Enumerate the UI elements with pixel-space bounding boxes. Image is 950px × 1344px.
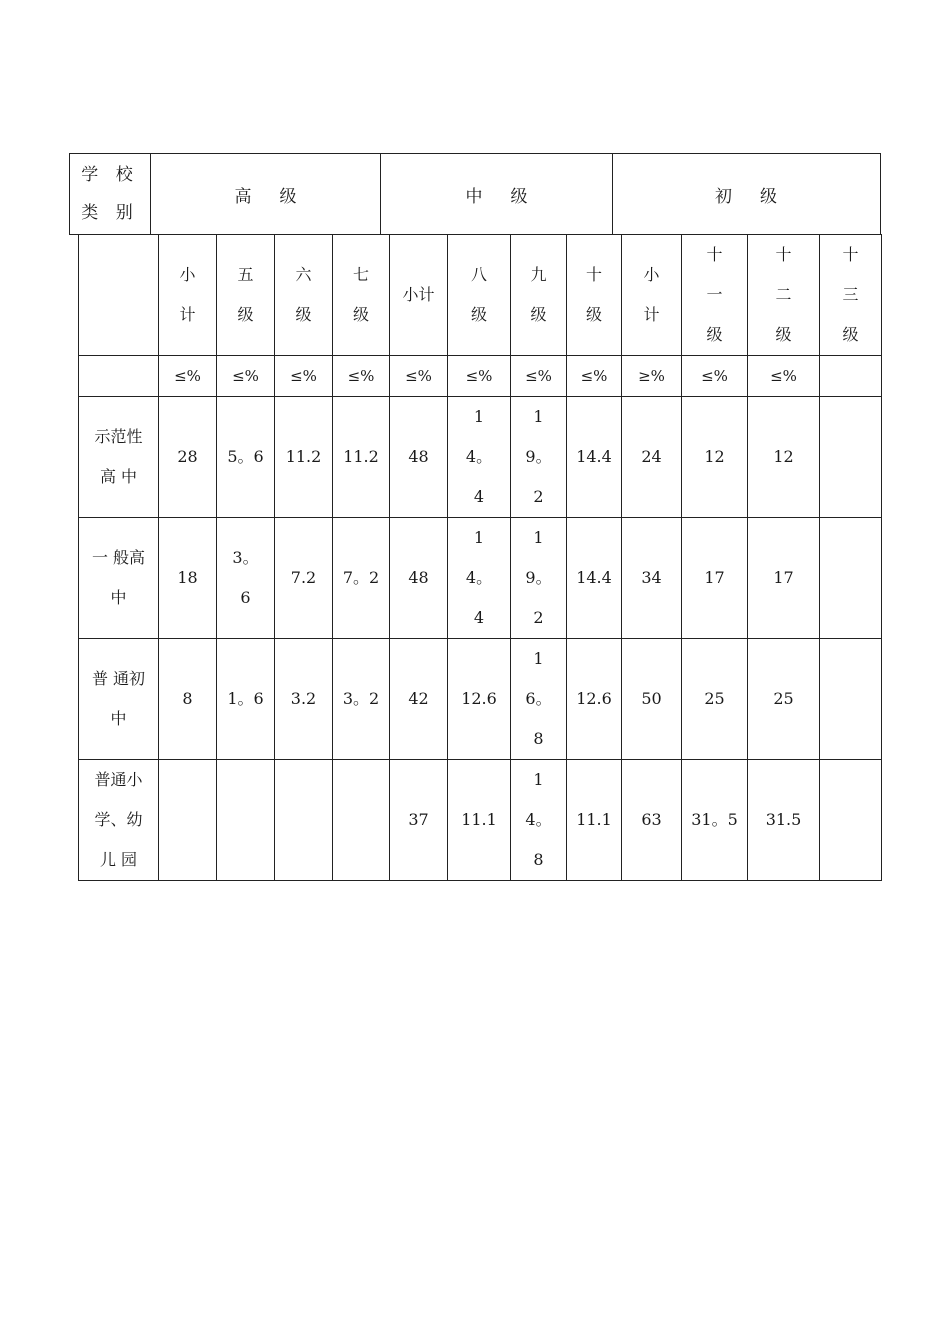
data-cell: 1。6 — [217, 639, 275, 760]
comparator-cell: ≤% — [275, 356, 333, 397]
comparator-cell: ≥% — [622, 356, 682, 397]
table-row — [79, 518, 882, 639]
data-cell — [217, 760, 275, 881]
data-cell: 5。6 — [217, 397, 275, 518]
data-cell: 11.2 — [275, 397, 333, 518]
data-cell: 18 — [159, 518, 217, 639]
comparator-cell: ≤% — [217, 356, 275, 397]
header-cell: 十一级 — [682, 235, 748, 356]
header-cell: 七级 — [333, 235, 390, 356]
row-label: 普通小学、幼 儿 园 — [79, 760, 159, 881]
data-cell: 11.1 — [448, 760, 511, 881]
data-cell: 48 — [390, 397, 448, 518]
data-cell: 14。8 — [511, 760, 567, 881]
data-cell: 16。8 — [511, 639, 567, 760]
data-cell — [820, 518, 882, 639]
comparator-cell: ≤% — [159, 356, 217, 397]
table-row — [79, 639, 882, 760]
data-cell — [820, 639, 882, 760]
data-cell: 63 — [622, 760, 682, 881]
data-cell: 14。4 — [448, 518, 511, 639]
data-cell: 11.1 — [567, 760, 622, 881]
comparator-cell: ≤% — [567, 356, 622, 397]
data-cell: 7.2 — [275, 518, 333, 639]
data-cell — [159, 760, 217, 881]
header-cell: 十三级 — [820, 235, 882, 356]
data-cell: 25 — [748, 639, 820, 760]
row-label: 一 般高 中 — [79, 518, 159, 639]
data-cell: 48 — [390, 518, 448, 639]
table-row — [79, 397, 882, 518]
data-cell: 3.2 — [275, 639, 333, 760]
data-cell: 34 — [622, 518, 682, 639]
data-cell: 17 — [682, 518, 748, 639]
category-line-2: 类 别 — [81, 203, 139, 223]
row-label: 示范性高 中 — [79, 397, 159, 518]
table-row — [79, 760, 882, 881]
ratio-table — [78, 234, 882, 881]
data-cell — [275, 760, 333, 881]
data-cell: 7。2 — [333, 518, 390, 639]
data-cell: 31。5 — [682, 760, 748, 881]
data-cell — [333, 760, 390, 881]
sub-header-row — [79, 235, 882, 356]
data-cell: 12.6 — [567, 639, 622, 760]
comparator-cell: ≤% — [748, 356, 820, 397]
junior-level-header: 初级 — [715, 186, 805, 207]
header-cell: 十二级 — [748, 235, 820, 356]
comparator-cell — [820, 356, 882, 397]
data-cell: 50 — [622, 639, 682, 760]
data-cell: 8 — [159, 639, 217, 760]
category-line-1: 学 校 — [81, 165, 139, 185]
header-cell: 九级 — [511, 235, 567, 356]
comparator-cell: ≤% — [390, 356, 448, 397]
data-cell — [820, 397, 882, 518]
data-cell: 14.4 — [567, 518, 622, 639]
data-cell — [820, 760, 882, 881]
header-cell: 五级 — [217, 235, 275, 356]
blank-corner-cell — [79, 235, 159, 356]
comparator-row — [79, 356, 882, 397]
header-cell: 六级 — [275, 235, 333, 356]
header-cell: 小计 — [622, 235, 682, 356]
data-cell: 11.2 — [333, 397, 390, 518]
data-cell: 28 — [159, 397, 217, 518]
senior-level-header: 高级 — [151, 154, 381, 234]
data-cell: 24 — [622, 397, 682, 518]
comparator-cell: ≤% — [682, 356, 748, 397]
data-cell: 25 — [682, 639, 748, 760]
row-label: 普 通初 中 — [79, 639, 159, 760]
comparator-cell: ≤% — [448, 356, 511, 397]
blank-cell — [79, 356, 159, 397]
header-cell: 小计 — [390, 235, 448, 356]
school-category-header — [70, 154, 151, 234]
header-band — [69, 153, 881, 235]
data-cell: 19。2 — [511, 397, 567, 518]
data-cell: 19。2 — [511, 518, 567, 639]
data-cell: 17 — [748, 518, 820, 639]
data-cell: 14。4 — [448, 397, 511, 518]
data-cell: 12.6 — [448, 639, 511, 760]
data-cell: 14.4 — [567, 397, 622, 518]
data-cell: 42 — [390, 639, 448, 760]
comparator-cell: ≤% — [333, 356, 390, 397]
middle-level-header: 中级 — [381, 154, 613, 234]
data-cell: 37 — [390, 760, 448, 881]
header-cell: 十级 — [567, 235, 622, 356]
header-cell: 八级 — [448, 235, 511, 356]
data-cell: 12 — [682, 397, 748, 518]
data-cell: 31.5 — [748, 760, 820, 881]
data-cell: 3。2 — [333, 639, 390, 760]
header-cell: 小计 — [159, 235, 217, 356]
data-cell: 3。6 — [217, 518, 275, 639]
comparator-cell: ≤% — [511, 356, 567, 397]
data-cell: 12 — [748, 397, 820, 518]
